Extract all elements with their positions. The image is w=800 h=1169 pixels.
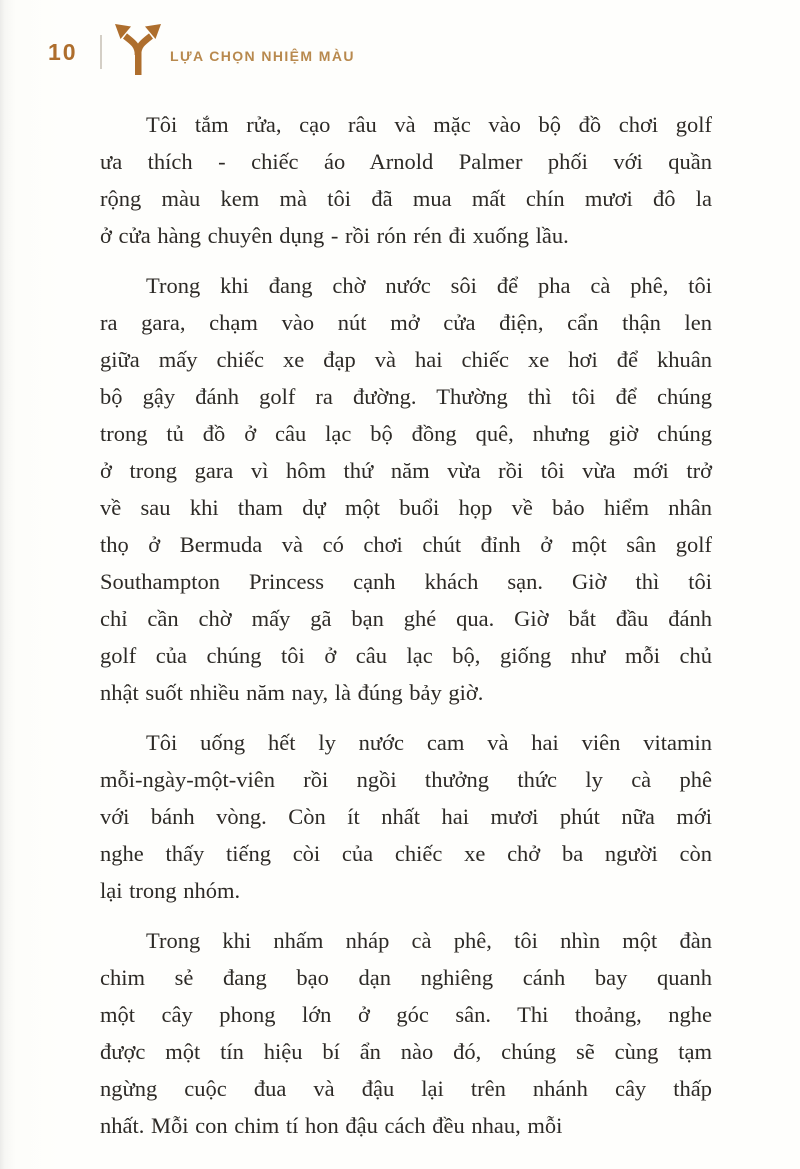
text-line: golf của chúng tôi ở câu lạc bộ, giống như mỗi chủ [100,643,712,668]
text-line: về sau khi tham dự một buổi họp về bảo hiểm nhân [100,495,712,520]
text-line: nhật suốt nhiều năm nay, là đúng bảy giờ. [100,680,484,705]
text-line: thọ ở Bermuda và có chơi chút đỉnh ở một sân golf [100,532,712,557]
text-line: Trong khi đang chờ nước sôi để pha cà phê, tôi [146,273,712,298]
text-line: Tôi uống hết ly nước cam và hai viên vitamin [146,730,712,755]
text-line: Trong khi nhấm nháp cà phê, tôi nhìn một đàn [146,928,712,953]
text-line: được một tín hiệu bí ẩn nào đó, chúng sẽ cùng tạm [100,1039,712,1064]
text-line: bộ gậy đánh golf ra đường. Thường thì tôi để chúng [100,384,712,409]
header-divider [100,35,102,69]
text-line: ở trong gara vì hôm thứ năm vừa rồi tôi vừa mới trở [100,458,712,483]
text-line: chỉ cần chờ mấy gã bạn ghé qua. Giờ bắt đầu đánh [100,606,712,631]
text-line: lại trong nhóm. [100,878,241,903]
text-line: rộng màu kem mà tôi đã mua mất chín mươi đô la [100,186,712,211]
text-line: Tôi tắm rửa, cạo râu và mặc vào bộ đồ chơi golf [146,112,712,137]
text-line: trong tủ đồ ở câu lạc bộ đồng quê, nhưng giờ chúng [100,421,712,446]
text-line: giữa mấy chiếc xe đạp và hai chiếc xe hơi để khuân [100,347,712,372]
text-line: nghe thấy tiếng còi của chiếc xe chở ba người còn [100,841,712,866]
page-number: 10 [48,38,78,65]
body-paragraph [100,106,712,254]
text-line: ngừng cuộc đua và đậu lại trên nhánh cây thấp [100,1076,712,1101]
fork-arrows-logo-icon [114,23,162,77]
text-line: ở cửa hàng chuyên dụng - rồi rón rén đi xuống lầu. [100,223,569,248]
book-title: LỰA CHỌN NHIỆM MÀU [170,48,355,64]
text-line: mỗi-ngày-một-viên rồi ngồi thưởng thức ly cà phê [100,767,712,792]
page-body [100,106,712,1144]
text-line: với bánh vòng. Còn ít nhất hai mươi phút nữa mới [100,804,712,829]
page-header [0,0,800,78]
text-line: nhất. Mỗi con chim tí hon đậu cách đều nhau, mỗi [100,1113,563,1138]
body-paragraph [100,724,712,909]
text-line: chim sẻ đang bạo dạn nghiêng cánh bay quanh [100,965,712,990]
text-line: ưa thích - chiếc áo Arnold Palmer phối với quần [100,149,712,174]
body-paragraph [100,922,712,1144]
text-line: Southampton Princess cạnh khách sạn. Giờ thì tôi [100,569,712,594]
body-paragraph [100,267,712,711]
text-line: ra gara, chạm vào nút mở cửa điện, cẩn thận len [100,310,712,335]
text-line: một cây phong lớn ở góc sân. Thi thoảng, nghe [100,1002,712,1027]
